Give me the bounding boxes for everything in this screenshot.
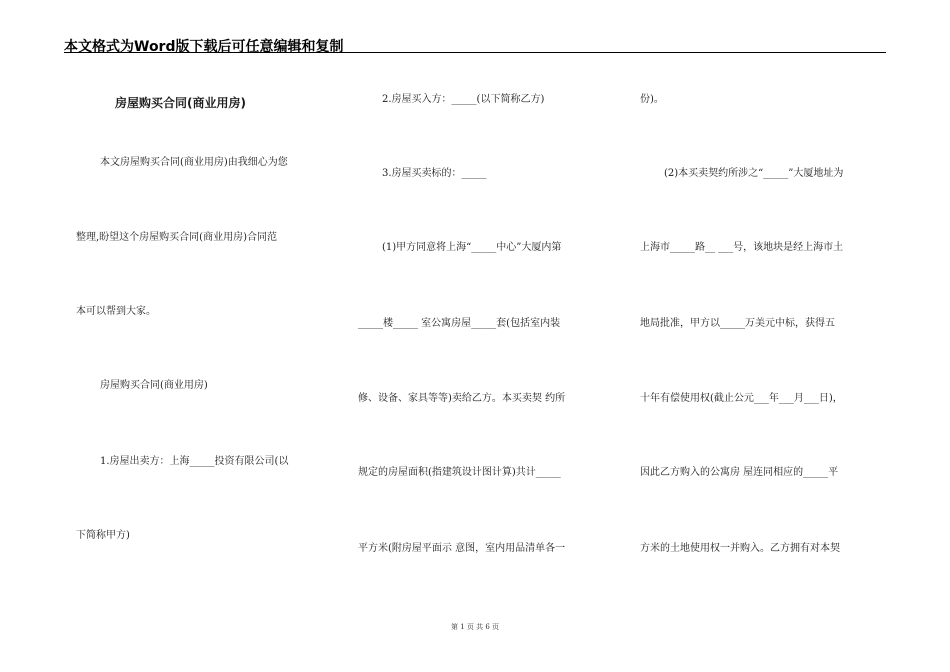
paragraph-line: 上海市_____路__ ___号，该地块是经上海市土 [640, 242, 844, 253]
paragraph-line: 本文房屋购买合同(商业用房)由我细心为您 [100, 157, 288, 168]
paragraph-line: 修、设备、家具等等)卖给乙方。本买卖契 约所 [358, 393, 566, 404]
paragraph-line: 地局批准，甲方以_____万美元中标，获得五 [640, 318, 835, 329]
paragraph-line: 2.房屋买入方：_____(以下简称乙方) [382, 94, 545, 105]
paragraph-line: 平方米(附房屋平面示 意图，室内用品清单各一 [358, 543, 566, 554]
paragraph-line: 本可以帮到大家。 [76, 306, 156, 317]
paragraph-line: (2)本买卖契约所涉之“_____”大厦地址为 [664, 168, 844, 179]
paragraph-line: 规定的房屋面积(指建筑设计图计算)共计_____ [358, 467, 561, 478]
paragraph-line: 1.房屋出卖方：上海_____投资有限公司(以 [100, 456, 289, 467]
paragraph-line: 因此乙方购入的公寓房 屋连同相应的_____平 [640, 467, 839, 478]
paragraph-line: 整理,盼望这个房屋购买合同(商业用房)合同范 [76, 232, 277, 243]
section-heading: 房屋购买合同(商业用房) [100, 380, 208, 391]
paragraph-line: 方米的土地使用权一并购入。乙方拥有对本契 [640, 543, 840, 554]
paragraph-line: _____楼_____ 室公寓房屋_____套(包括室内装 [358, 318, 561, 329]
document-title: 房屋购买合同(商业用房) [115, 96, 246, 110]
paragraph-line: 份)。 [640, 94, 664, 105]
paragraph-line: 十年有偿使用权(截止公元___年___月___日)， [640, 393, 843, 404]
paragraph-line: 3.房屋买卖标的：_____ [382, 168, 487, 179]
paragraph-line: (1)甲方同意将上海“_____中心”大厦内第 [382, 242, 562, 253]
paragraph-line: 下简称甲方) [76, 530, 130, 541]
header-divider [64, 52, 886, 53]
document-header: 本文格式为Word版下载后可任意编辑和复制 [64, 39, 344, 55]
page-number: 第 1 页 共 6 页 [450, 623, 500, 631]
